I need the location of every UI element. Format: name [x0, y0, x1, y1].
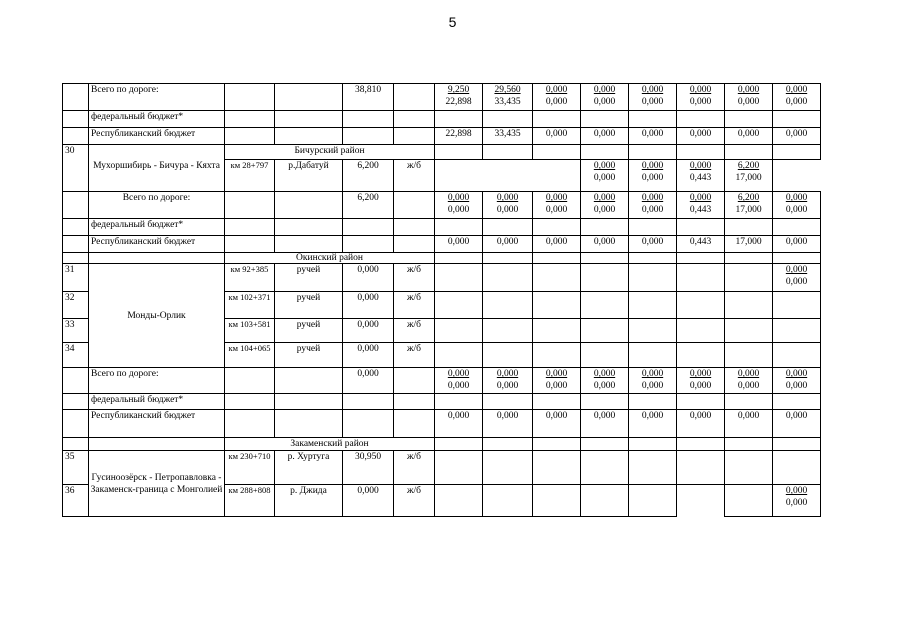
total-label: Всего по дороге: [89, 84, 225, 111]
federal-budget-label: федеральный бюджет* [89, 394, 225, 410]
row-number: 30 [63, 145, 89, 160]
table-row: 31 Монды-Орлик км 92+385 ручей 0,000 ж/б 0,000 0,000 [63, 264, 821, 292]
table-row: Всего по дороге: 38,810 9,250 22,898 29,560 33,435 0,000 0,000 0,000 0,000 0,000 0,000 0,000 0,000 0,000 0,000 0,000 0,000 [63, 84, 821, 111]
table-row: 35 Гусиноозёрск - Петропавловка - Закаменск-граница с Монголией км 230+710 р. Хуртуга 30,950 ж/б [63, 451, 821, 485]
total-label: Всего по дороге: [89, 192, 225, 219]
table-row: 34 км 104+065 ручей 0,000 ж/б [63, 343, 821, 368]
table-row: Республиканский бюджет 0,000 0,000 0,000 0,000 0,000 0,443 17,000 0,000 [63, 236, 821, 253]
table-row [63, 219, 821, 236]
district-heading: Бичурский район [225, 145, 435, 160]
table-row: Республиканский бюджет 0,000 0,000 0,000 0,000 0,000 0,000 0,000 0,000 [63, 410, 821, 438]
road-works-table [62, 83, 821, 517]
republic-budget-label: Республиканский бюджет [89, 410, 225, 438]
table-row [63, 253, 821, 264]
object-name: р.Дабатуй [275, 160, 343, 192]
road-name: Гусиноозёрск - Петропавловка - Закаменск-граница с Монголией [89, 451, 225, 517]
table-row: Всего по дороге: 6,200 0,000 0,000 0,000 0,000 0,000 0,000 0,000 0,000 0,000 0,000 0,000 0,443 6,200 17,000 0,000 0,000 [63, 192, 821, 219]
table-row: 33 км 103+581 ручей 0,000 ж/б [63, 319, 821, 343]
republic-budget-label: Республиканский бюджет [89, 236, 225, 253]
district-heading: Закаменский район [225, 438, 435, 451]
table-row: Всего по дороге: 0,000 0,000 0,000 0,000 0,000 0,000 0,000 0,000 0,000 0,000 0,000 0,000 0,000 0,000 0,000 0,000 0,000 [63, 368, 821, 394]
federal-budget-label: федеральный бюджет* [89, 219, 225, 236]
road-name: Монды-Орлик [89, 264, 225, 368]
page-number: 5 [448, 14, 457, 30]
table-row: Мухоршибирь - Бичура - Кяхта км 28+797 р.Дабатуй 6,200 ж/б 0,000 0,000 0,000 0,000 0,000 0,443 6,200 17,000 [63, 160, 821, 192]
km-marker: км 28+797 [225, 160, 275, 192]
table-row: 36 км 288+808 р. Джида 0,000 ж/б 0,000 0,000 [63, 485, 821, 517]
table-row: Республиканский бюджет 22,898 33,435 0,000 0,000 0,000 0,000 0,000 0,000 [63, 128, 821, 145]
table-row [63, 394, 821, 410]
table-row [63, 438, 821, 451]
table-row: 32 км 102+371 ручей 0,000 ж/б [63, 292, 821, 319]
table-row [63, 111, 821, 128]
road-name: Мухоршибирь - Бичура - Кяхта [89, 160, 225, 192]
total-label: Всего по дороге: [89, 368, 225, 394]
republic-budget-label: Республиканский бюджет [89, 128, 225, 145]
district-heading: Окинский район [225, 253, 435, 264]
table-row [63, 145, 821, 160]
federal-budget-label: федеральный бюджет* [89, 111, 225, 128]
